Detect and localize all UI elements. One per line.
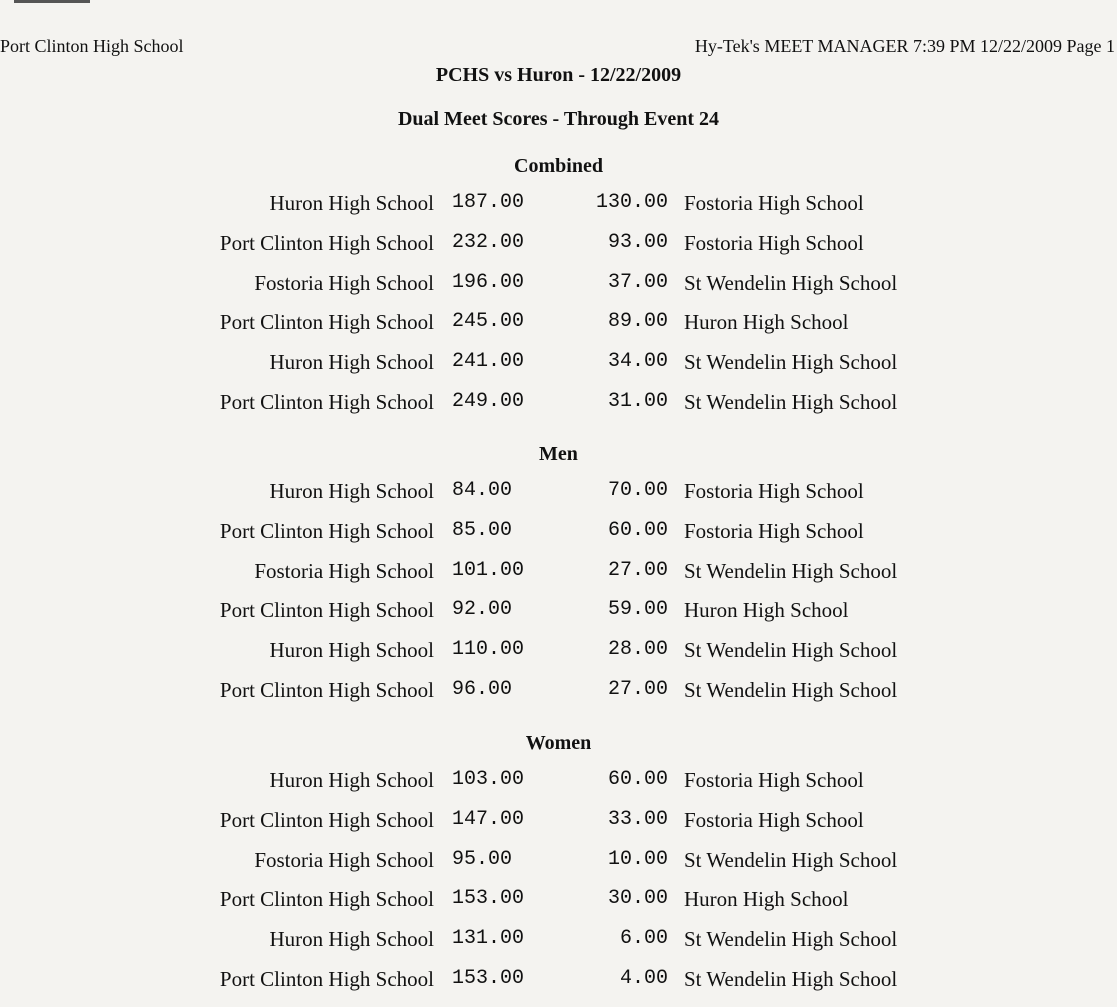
team-b-name: Huron High School	[684, 598, 849, 623]
team-a-name: Huron High School	[269, 191, 434, 215]
team-a-name: Port Clinton High School	[219, 390, 434, 414]
team-b-name: St Wendelin High School	[684, 270, 898, 295]
team-b-name: Fostoria High School	[684, 518, 864, 543]
team-b-name: St Wendelin High School	[684, 927, 898, 952]
team-a-score: 101.00	[452, 558, 525, 582]
team-a-score: 95.00	[452, 847, 513, 871]
score-row	[0, 808, 1117, 848]
team-b-name: Fostoria High School	[684, 191, 864, 215]
team-a-score: 147.00	[452, 807, 525, 831]
team-b-name: Huron High School	[684, 310, 849, 335]
team-a-score: 153.00	[452, 887, 525, 911]
team-a-score: 96.00	[452, 678, 513, 701]
team-b-name: Fostoria High School	[684, 768, 864, 792]
team-a-name: Port Clinton High School	[219, 518, 434, 543]
team-b-score: 33.00	[607, 807, 668, 831]
team-b-score: 6.00	[619, 927, 668, 951]
team-b-score: 60.00	[607, 768, 668, 791]
team-b-score: 4.00	[619, 967, 668, 990]
team-a-name: Fostoria High School	[254, 270, 434, 295]
team-a-score: 153.00	[452, 967, 525, 990]
score-row	[0, 519, 1117, 559]
team-a-score: 85.00	[452, 518, 513, 542]
school-header: Port Clinton High School	[0, 36, 184, 56]
scan-mark	[14, 0, 90, 3]
team-b-name: St Wendelin High School	[684, 967, 898, 991]
team-a-score: 241.00	[452, 350, 525, 374]
team-b-score: 70.00	[607, 479, 668, 502]
report-subtitle: Dual Meet Scores - Through Event 24	[397, 108, 720, 130]
score-row	[0, 638, 1117, 678]
team-b-score: 27.00	[607, 558, 668, 582]
team-a-score: 232.00	[452, 230, 525, 254]
team-b-name: St Wendelin High School	[684, 638, 898, 663]
team-b-score: 89.00	[607, 310, 668, 334]
team-a-score: 245.00	[452, 310, 525, 334]
score-row	[0, 887, 1117, 927]
meet-title: PCHS vs Huron - 12/22/2009	[435, 64, 682, 86]
team-b-name: St Wendelin High School	[684, 847, 898, 872]
score-row	[0, 967, 1117, 1007]
team-a-score: 131.00	[452, 927, 525, 951]
team-a-name: Huron High School	[269, 927, 434, 952]
team-b-score: 10.00	[607, 847, 668, 871]
team-a-score: 110.00	[452, 638, 525, 662]
team-b-score: 130.00	[595, 191, 668, 214]
team-b-score: 60.00	[607, 518, 668, 542]
score-row	[0, 927, 1117, 967]
team-b-score: 34.00	[607, 350, 668, 374]
team-b-score: 59.00	[607, 598, 668, 622]
team-b-score: 31.00	[607, 390, 668, 413]
team-a-name: Port Clinton High School	[219, 230, 434, 255]
team-a-score: 196.00	[452, 270, 525, 294]
team-a-name: Port Clinton High School	[219, 967, 434, 991]
section-title: Men	[539, 443, 578, 465]
team-a-name: Port Clinton High School	[219, 678, 434, 702]
score-row	[0, 271, 1117, 311]
team-b-name: Fostoria High School	[684, 479, 864, 503]
team-a-score: 84.00	[452, 479, 513, 502]
score-row	[0, 559, 1117, 599]
score-row	[0, 768, 1117, 808]
software-header: Hy-Tek's MEET MANAGER 7:39 PM 12/22/2009 Page 1	[694, 36, 1115, 56]
team-a-score: 103.00	[452, 768, 525, 791]
score-row	[0, 678, 1117, 718]
team-a-name: Port Clinton High School	[219, 598, 434, 623]
team-b-name: St Wendelin High School	[684, 390, 898, 414]
team-b-score: 93.00	[607, 230, 668, 254]
team-a-name: Huron High School	[269, 768, 434, 792]
team-b-name: Huron High School	[684, 887, 849, 912]
score-row	[0, 191, 1117, 231]
section-title: Combined	[514, 155, 603, 177]
score-row	[0, 231, 1117, 271]
team-a-name: Huron High School	[269, 638, 434, 663]
score-row	[0, 598, 1117, 638]
section-title: Women	[525, 732, 592, 754]
team-a-name: Port Clinton High School	[219, 807, 434, 832]
team-b-score: 37.00	[607, 270, 668, 294]
team-a-name: Huron High School	[269, 479, 434, 503]
team-a-name: Port Clinton High School	[219, 887, 434, 912]
team-a-name: Huron High School	[269, 350, 434, 375]
score-row	[0, 350, 1117, 390]
team-b-score: 30.00	[607, 887, 668, 911]
team-a-name: Fostoria High School	[254, 558, 434, 583]
team-a-score: 187.00	[452, 191, 525, 214]
team-b-name: St Wendelin High School	[684, 678, 898, 702]
team-b-name: St Wendelin High School	[684, 558, 898, 583]
team-a-score: 249.00	[452, 390, 525, 413]
score-row	[0, 479, 1117, 519]
team-b-name: Fostoria High School	[684, 807, 864, 832]
team-b-name: Fostoria High School	[684, 230, 864, 255]
score-row	[0, 390, 1117, 430]
score-row	[0, 310, 1117, 350]
team-b-score: 28.00	[607, 638, 668, 662]
team-b-score: 27.00	[607, 678, 668, 701]
team-a-name: Fostoria High School	[254, 847, 434, 872]
team-a-name: Port Clinton High School	[219, 310, 434, 335]
score-row	[0, 848, 1117, 888]
team-b-name: St Wendelin High School	[684, 350, 898, 375]
team-a-score: 92.00	[452, 598, 513, 622]
